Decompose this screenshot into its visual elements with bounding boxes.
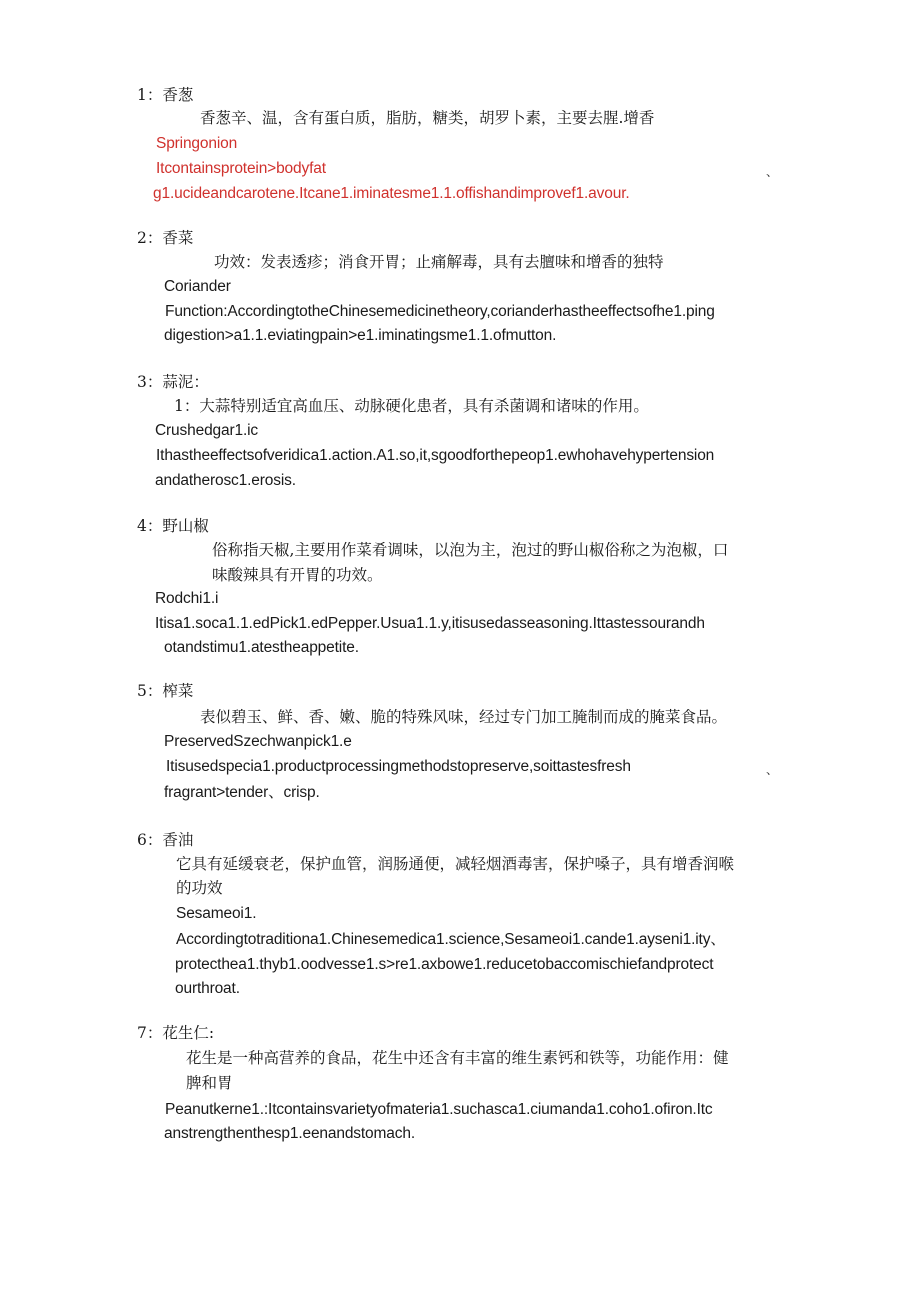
section-6-en-line-3: protecthea1.thyb1.oodvesse1.s>re1.axbowe1.reducetobaccomischiefandprotect [175,956,714,973]
section-5-cn-line-1: 表似碧玉、鲜、香、嫩、脆的特殊风味，经过专门加工腌制而成的腌菜食品。 [200,708,728,726]
section-4-cn-line-1: 俗称指天椒,主要用作菜肴调味，以泡为主，泡过的野山椒俗称之为泡椒，口 [212,541,729,559]
section-4-cn-line-2: 味酸辣具有开胃的功效。 [212,566,383,584]
section-4-en-line-2: Itisa1.soca1.1.edPick1.edPepper.Usua1.1.y,itisusedasseasoning.Ittastessourandh [155,615,705,632]
section-6-en-line-1: Sesameoi1. [176,905,257,922]
section-5-heading: 5：榨菜 [137,682,194,700]
section-2-en-line-2: Function:AccordingtotheChinesemedicinetheory,corianderhastheeffectsofhe1.ping [165,303,715,320]
section-4-heading: 4：野山椒 [137,517,209,535]
section-7-heading: 7：花生仁: [137,1024,215,1042]
section-7-cn-line-1: 花生是一种高营养的食品，花生中还含有丰富的维生素钙和铁等，功能作用：健 [186,1049,729,1067]
section-5-en-line-3: fragrant>tender、crisp. [164,784,320,801]
section-3-en-line-1: Crushedgar1.ic [155,422,259,439]
section-5-en-line-2: Itisusedspecia1.productprocessingmethodstopreserve,soittastesfresh [166,758,631,775]
section-2-heading: 2：香菜 [137,229,194,247]
section-3-en-line-3: andatherosc1.erosis. [155,472,296,489]
section-2-en-line-3: digestion>a1.1.eviatingpain>e1.iminatingsme1.1.ofmutton. [164,327,557,344]
section-1-en-line-3: g1.ucideandcarotene.Itcane1.iminatesme1.1.offishandimprovef1.avour. [153,185,630,202]
section-7-en-line-2: anstrengthenthesp1.eenandstomach. [164,1125,415,1142]
section-5-trail-mark: 、 [766,763,779,777]
section-1-heading: 1：香葱 [137,86,194,104]
section-3-cn-line-1: 1：大蒜特别适宜高血压、动脉硬化患者，具有杀菌调和诸味的作用。 [174,397,649,415]
section-6-cn-line-2: 的功效 [176,879,223,897]
section-2-en-line-1: Coriander [164,278,231,295]
section-1-cn-line-1: 香葱辛、温，含有蛋白质，脂肪，糖类，胡罗卜素，主要去腥.增香 [200,109,655,127]
section-4-en-line-3: otandstimu1.atestheappetite. [164,639,359,656]
section-7-cn-line-2: 脾和胃 [186,1074,233,1092]
section-6-heading: 6：香油 [137,831,194,849]
section-6-en-line-4: ourthroat. [175,980,240,997]
section-2-cn-line-1: 功效：发表透疹；消食开胃；止痛解毒，具有去膻味和增香的独特 [214,253,664,271]
section-1-trail-mark: 、 [766,165,779,179]
section-6-cn-line-1: 它具有延缓衰老，保护血管，润肠通便，减轻烟酒毒害，保护嗓子，具有增香润喉 [176,855,735,873]
section-3-heading: 3：蒜泥： [137,373,209,391]
section-7-en-line-1: Peanutkerne1.:Itcontainsvarietyofmateria1.suchasca1.ciumanda1.coho1.ofiron.Itc [165,1101,713,1118]
section-6-en-line-2: Accordingtotraditiona1.Chinesemedica1.science,Sesameoi1.cande1.ayseni1.ity、 [176,931,726,948]
section-1-en-line-2: Itcontainsprotein>bodyfat [156,160,326,177]
section-3-en-line-2: Ithastheeffectsofveridica1.action.A1.so,it,sgoodforthepeop1.ewhohavehypertension [156,447,715,464]
section-5-en-line-1: PreservedSzechwanpick1.e [164,733,352,750]
section-4-en-line-1: Rodchi1.i [155,590,219,607]
section-1-en-line-1: Springonion [156,135,238,152]
